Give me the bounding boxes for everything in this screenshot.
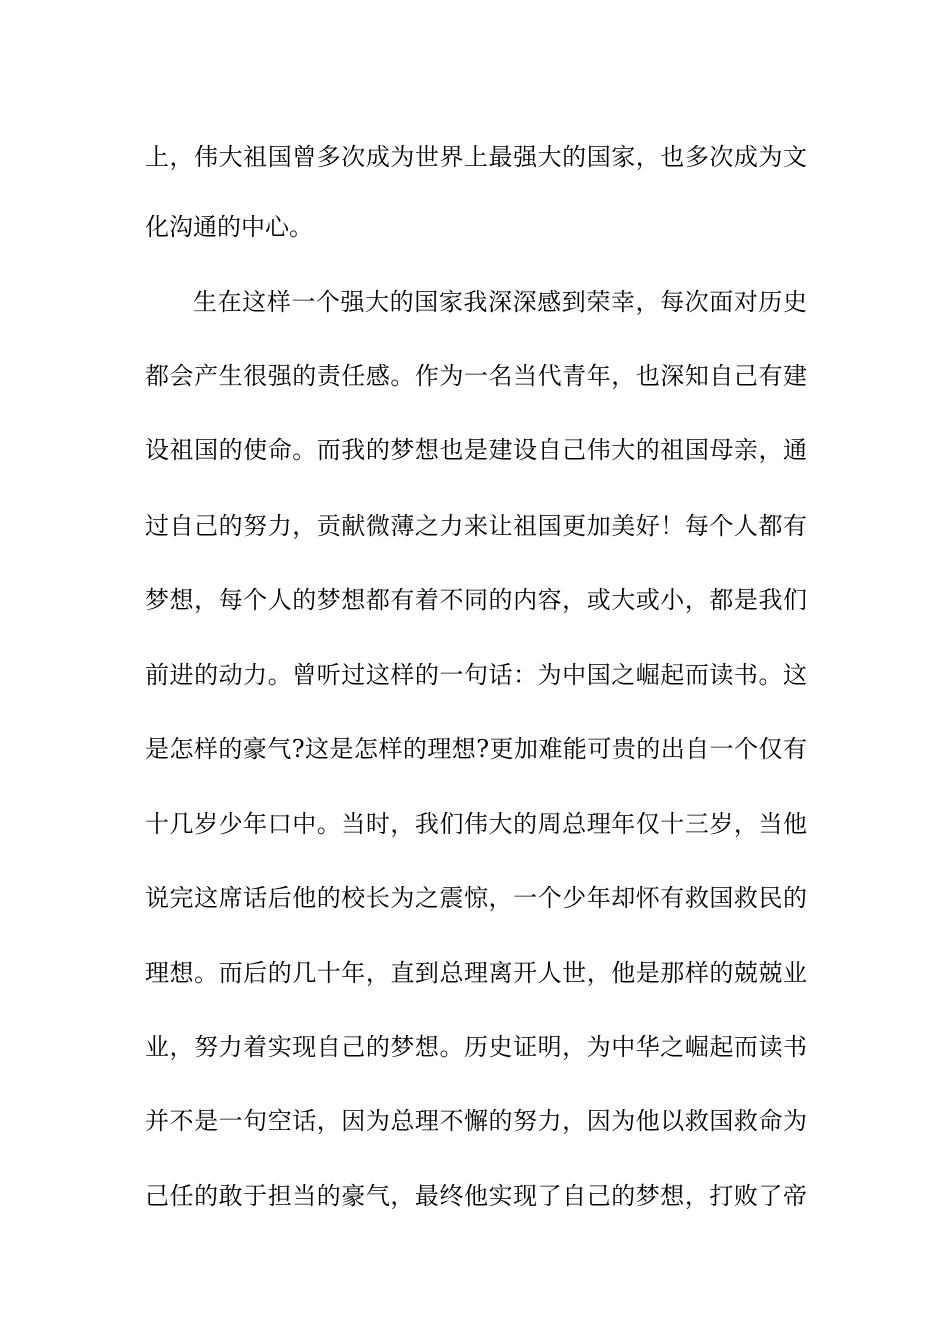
text-line: 说完这席话后他的校长为之震惊，一个少年却怀有救国救民的 (145, 884, 807, 912)
text-line: 过自己的努力，贡献微薄之力来让祖国更加美好！每个人都有 (145, 512, 807, 540)
text-line: 设祖国的使命。而我的梦想也是建设自己伟大的祖国母亲，通 (145, 436, 807, 464)
text-line: 己任的敢于担当的豪气，最终他实现了自己的梦想，打败了帝 (145, 1182, 807, 1210)
text-line: 都会产生很强的责任感。作为一名当代青年，也深知自己有建 (145, 362, 807, 390)
text-line: 前进的动力。曾听过这样的一句话：为中国之崛起而读书。这 (145, 661, 807, 689)
text-line: 是怎样的豪气?这是怎样的理想?更加难能可贵的出自一个仅有 (145, 735, 807, 763)
text-line: 梦想，每个人的梦想都有着不同的内容，或大或小，都是我们 (145, 586, 807, 614)
text-line: 并不是一句空话，因为总理不懈的努力，因为他以救国救命为 (145, 1107, 807, 1135)
text-line: 理想。而后的几十年，直到总理离开人世，他是那样的兢兢业 (145, 959, 807, 987)
text-line: 十几岁少年口中。当时，我们伟大的周总理年仅十三岁，当他 (145, 810, 807, 838)
text-line: 上，伟大祖国曾多次成为世界上最强大的国家，也多次成为文 (145, 143, 807, 171)
text-line: 化沟通的中心。 (145, 213, 313, 241)
text-line: 生在这样一个强大的国家我深深感到荣幸，每次面对历史 (193, 288, 807, 316)
text-line: 业，努力着实现自己的梦想。历史证明，为中华之崛起而读书 (145, 1033, 807, 1061)
